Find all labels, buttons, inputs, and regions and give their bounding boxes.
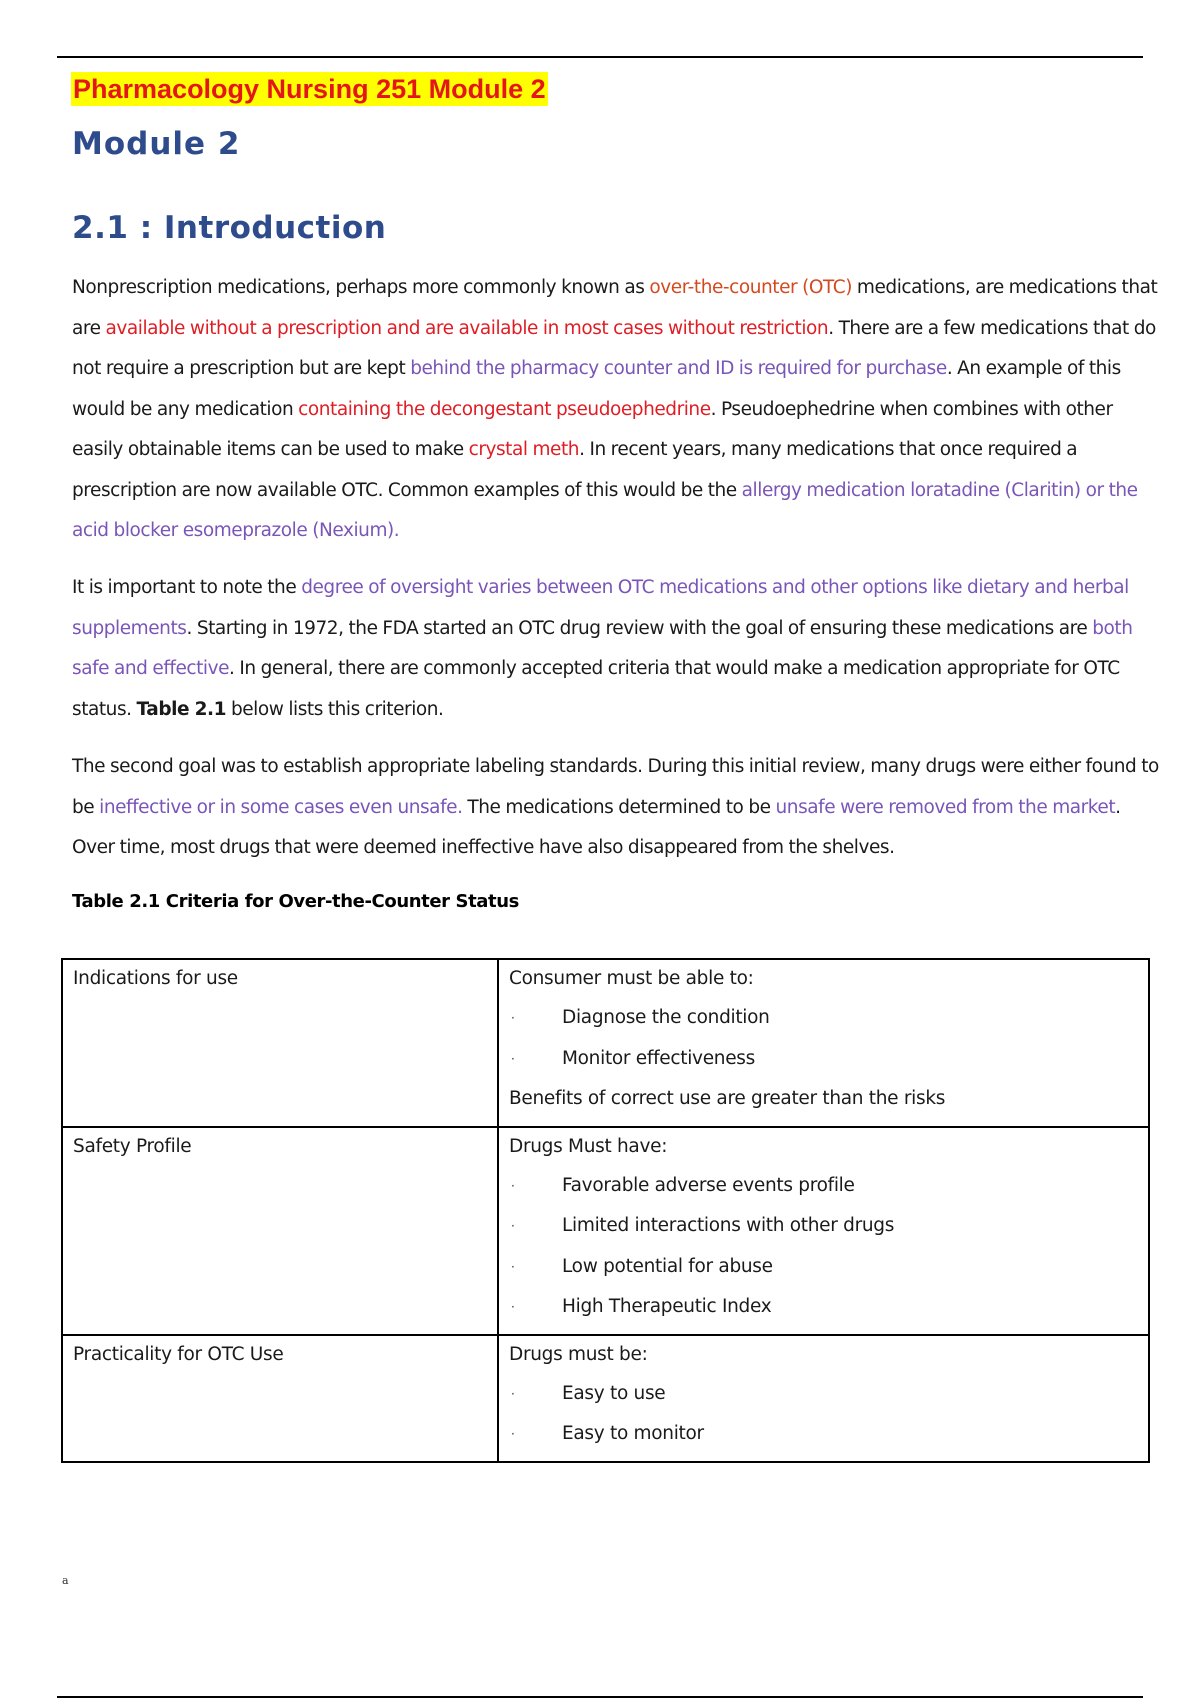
list-item-text: Easy to monitor [562,1423,704,1444]
intro-paragraph-2 [72,568,1168,730]
module-heading: Module 2 [72,126,241,162]
highlight-removed: unsafe were removed from the market [775,796,1116,818]
list-item [509,1287,1138,1328]
table-reference: Table 2.1 [136,698,227,720]
bullet-icon: · [511,1219,515,1233]
text-run: The second goal was to establish appropriate labeling standards. During this initial review, many drugs were either found to be [72,756,1159,818]
table-row [62,1127,1149,1335]
footnote-marker: a [62,1574,69,1587]
list-item-text: Diagnose the condition [562,1007,770,1028]
details-note: Benefits of correct use are greater than the risks [509,1088,946,1109]
otc-criteria-table [61,958,1150,1463]
details-heading: Drugs must be: [509,1343,648,1365]
criteria-label [62,1127,498,1335]
list-item-text: Low potential for abuse [562,1255,773,1277]
criteria-details [498,959,1149,1127]
bullet-icon: · [511,1386,515,1401]
list-item [509,998,1138,1039]
criteria-label [62,1335,498,1462]
top-rule [57,56,1143,58]
list-item [509,1374,1138,1415]
text-run: . In general, there are commonly accepted criteria that would make a medication appropriate for OTC status. [72,658,1120,720]
list-item [509,1039,1138,1080]
highlight-behind-counter: behind the pharmacy counter and ID is required for purchase [410,358,947,379]
text-run: below lists this criterion. [226,698,444,720]
bullet-icon: · [511,1011,515,1025]
list-item-text: Monitor effectiveness [562,1047,755,1069]
text-run: . There are a few medications that do not require a prescription but are kept [72,317,1156,379]
table-row [62,1335,1149,1462]
list-item-text: Limited interactions with other drugs [562,1215,895,1236]
list-item-text: High Therapeutic Index [562,1296,772,1317]
table-caption: Table 2.1 Criteria for Over-the-Counter Status [72,891,519,912]
list-item [509,1247,1138,1288]
document-title: Pharmacology Nursing 251 Module 2 [73,74,546,104]
text-run: It is important to note the [72,577,302,598]
details-heading: Consumer must be able to: [509,968,754,989]
list-item-text: Favorable adverse events profile [562,1174,855,1196]
bullet-icon: · [511,1178,515,1193]
bullet-icon: · [511,1259,515,1274]
text-run: The medications determined to be [462,796,776,818]
row-label: Safety Profile [73,1135,192,1157]
list-item-text: Easy to use [562,1382,666,1404]
criteria-details [498,1335,1149,1462]
highlight-crystal-meth: crystal meth [468,439,580,460]
row-label: Indications for use [73,968,238,989]
list-item [509,1166,1138,1207]
highlight-safe-effective: both safe and effective [72,617,1133,679]
text-run: . In recent years, many medications that once required a prescription are now available OTC. Common examples of this would be the [72,439,1078,501]
bullet-icon: · [511,1427,515,1441]
bottom-rule [57,1696,1143,1698]
row-label: Practicality for OTC Use [73,1343,284,1365]
list-item [509,1206,1138,1247]
intro-paragraph-3 [72,747,1168,869]
table-row [62,959,1149,1127]
bullet-icon: · [511,1051,515,1066]
text-run: . Starting in 1972, the FDA started an OTC drug review with the goal of ensuring these medications are [186,617,1093,639]
bullet-icon: · [511,1300,515,1314]
text-run: Nonprescription medications, perhaps more commonly known as [72,277,650,298]
highlight-oversight: degree of oversight varies between OTC medications and other options like dietary and herbal supplements [72,577,1129,639]
criteria-details [498,1127,1149,1335]
text-run: . Over time, most drugs that were deemed ineffective have also disappeared from the shelves. [72,796,1121,858]
details-heading: Drugs Must have: [509,1135,668,1157]
highlight-no-prescription: available without a prescription and are available in most cases without restriction [105,317,829,339]
highlight-ineffective: ineffective or in some cases even unsafe. [99,796,463,818]
intro-paragraph-1 [72,268,1168,552]
text-run: . An example of this would be any medication [72,358,1121,420]
highlight-pseudoephedrine: containing the decongestant pseudoephedrine [298,398,711,420]
text-run: . Pseudoephedrine when combines with other easily obtainable items can be used to make [72,398,1113,460]
highlight-otc: over-the-counter (OTC) [649,277,852,298]
text-run: medications, are medications that are [72,277,1158,339]
highlight-examples: allergy medication loratadine (Claritin) or the acid blocker esomeprazole (Nexium). [72,479,1138,541]
list-item [509,1414,1138,1455]
section-heading: 2.1 : Introduction [72,210,387,246]
criteria-label [62,959,498,1127]
